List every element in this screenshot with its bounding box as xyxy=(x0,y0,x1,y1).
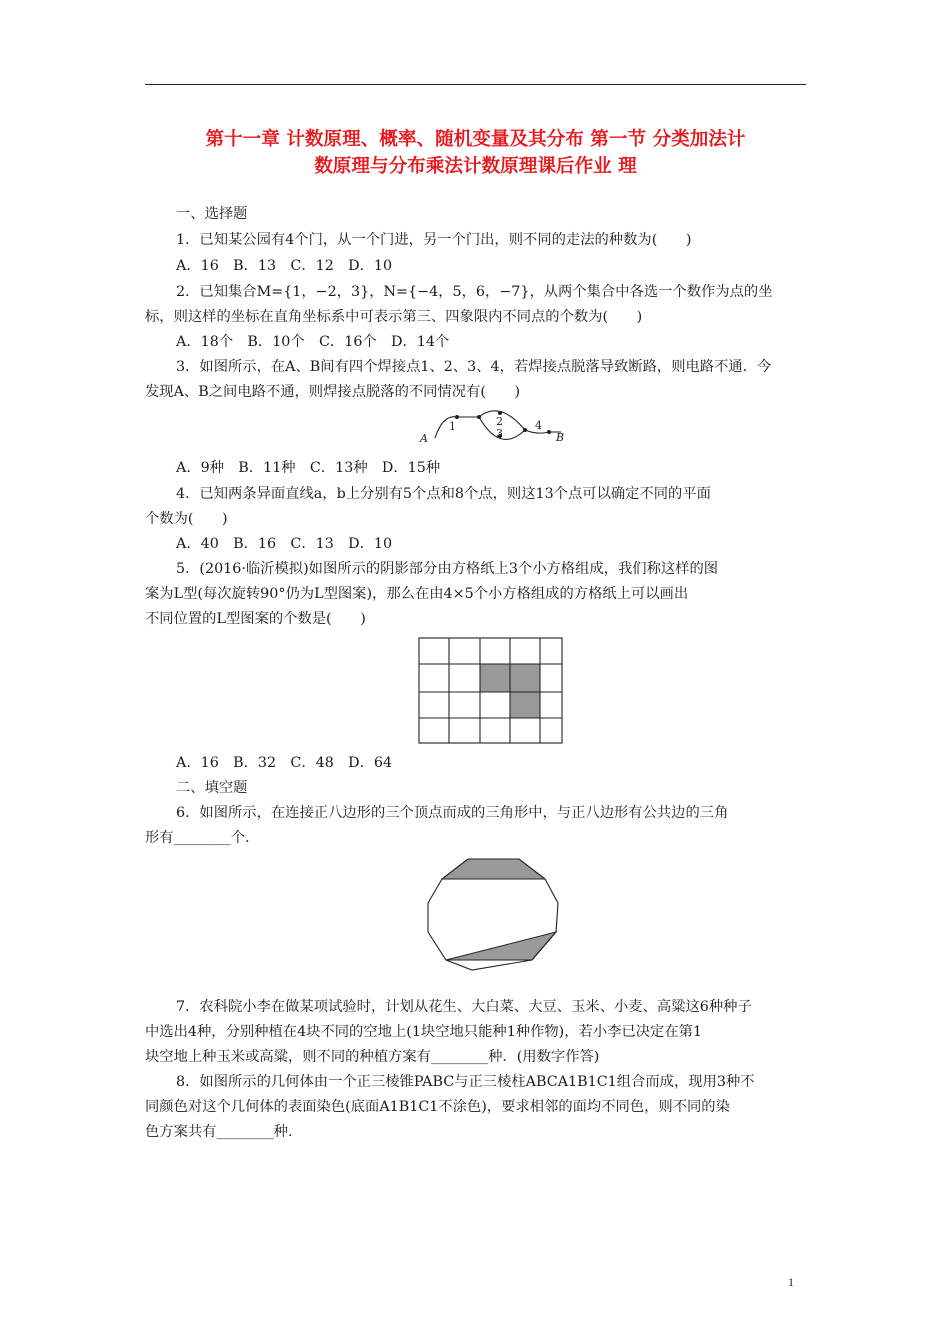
question-3-line-2: 发现A、B之间电路不通，则焊接点脱落的不同情况有( ) xyxy=(145,384,521,400)
question-4-line-2: 个数为( ) xyxy=(145,511,228,527)
shaded-triangle-top xyxy=(442,859,545,879)
question-8-line-3: 色方案共有________种． xyxy=(145,1124,303,1140)
node-dot xyxy=(523,428,527,432)
label-1: 1 xyxy=(449,420,456,433)
question-5-line-2: 案为L型(每次旋转90°仍为L型图案)，那么在由4×5个小方格组成的方格纸上可以画出 xyxy=(145,586,689,602)
question-2-line-1: 2．已知集合M={1，−2，3}，N={−4，5，6，−7}，从两个集合中各选一个数作为点的坐 xyxy=(176,284,773,300)
question-1-options: A．16 B．13 C．12 D．10 xyxy=(176,258,393,274)
label-3: 3 xyxy=(496,427,503,440)
question-6-line-2: 形有________个． xyxy=(145,830,260,846)
question-8-line-2: 同颜色对这个几何体的表面染色(底面A1B1C1不涂色)，要求相邻的面均不同色，则不同的染 xyxy=(145,1099,730,1115)
question-2-options: A．18个 B．10个 C．16个 D．14个 xyxy=(176,334,450,350)
question-2-line-2: 标，则这样的坐标在直角坐标系中可表示第三、四象限内不同点的个数为( ) xyxy=(145,309,643,325)
node-dot xyxy=(547,430,551,434)
section-heading-fill: 二、填空题 xyxy=(176,780,248,796)
title-line-2: 数原理与分布乘法计数原理课后作业 理 xyxy=(314,156,637,177)
question-3-line-1: 3．如图所示，在A、B间有四个焊接点1、2、3、4，若焊接点脱落导致断路，则电路不通．今 xyxy=(176,359,772,375)
node-dot xyxy=(477,415,481,419)
circuit-figure xyxy=(415,408,575,450)
label-a: A xyxy=(420,432,428,445)
question-4-line-1: 4．已知两条异面直线a，b上分别有5个点和8个点，则这13个点可以确定不同的平面 xyxy=(176,486,711,502)
shaded-cell xyxy=(510,692,540,718)
octagon-figure xyxy=(425,856,561,974)
shaded-triangle-bottom xyxy=(446,932,556,960)
label-4: 4 xyxy=(535,419,542,432)
question-7-line-3: 块空地上种玉米或高粱，则不同的种植方案有________种．(用数字作答) xyxy=(145,1049,600,1065)
label-2: 2 xyxy=(496,415,503,428)
question-4-options: A．40 B．16 C．13 D．10 xyxy=(176,536,393,552)
section-heading-choice: 一、选择题 xyxy=(176,206,248,222)
header-rule xyxy=(145,84,806,85)
page-number: 1 xyxy=(788,1275,794,1289)
title-line-1: 第十一章 计数原理、概率、随机变量及其分布 第一节 分类加法计 xyxy=(205,129,746,150)
question-7-line-1: 7．农科院小李在做某项试验时，计划从花生、大白菜、大豆、玉米、小麦、高粱这6种种子 xyxy=(176,999,752,1015)
question-8-line-1: 8．如图所示的几何体由一个正三棱锥PABC与正三棱柱ABCA1B1C1组合而成，现用3种不 xyxy=(176,1074,755,1090)
question-7-line-2: 中选出4种，分别种植在4块不同的空地上(1块空地只能种1种作物)，若小李已决定在第1 xyxy=(145,1024,703,1040)
question-6-line-1: 6．如图所示，在连接正八边形的三个顶点而成的三角形中，与正八边形有公共边的三角 xyxy=(176,805,729,821)
label-b: B xyxy=(556,431,565,444)
grid-figure xyxy=(417,636,564,744)
page-title xyxy=(145,126,806,180)
question-1: 1．已知某公园有4个门，从一个门进，另一个门出，则不同的走法的种数为( ) xyxy=(176,232,692,248)
question-3-options: A．9种 B．11种 C．13种 D．15种 xyxy=(176,460,441,476)
question-5-line-1: 5．(2016·临沂模拟)如图所示的阴影部分由方格纸上3个小方格组成，我们称这样的图 xyxy=(176,561,719,577)
node-dot xyxy=(455,415,459,419)
question-5-options: A．16 B．32 C．48 D．64 xyxy=(176,755,393,771)
question-5-line-3: 不同位置的L型图案的个数是( ) xyxy=(145,611,366,627)
